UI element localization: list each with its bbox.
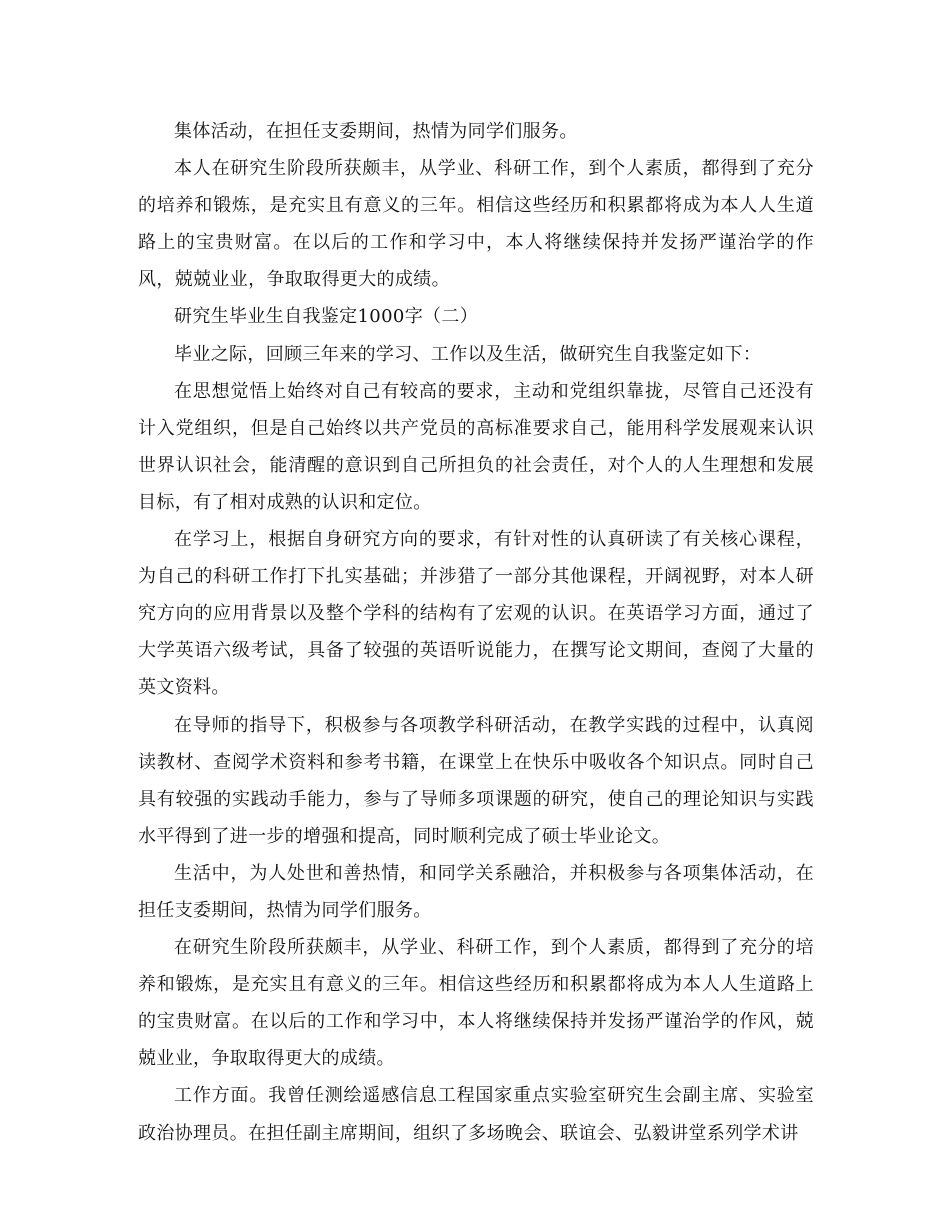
paragraph-research: 在导师的指导下，积极参与各项教学科研活动，在教学实践的过程中，认真阅读教材、查阅学术资料和参考书籍，在课堂上在快乐中吸收各个知识点。同时自己具有较强的实践动手能力，参与了导师多项课题的研究，使自己的理论知识与实践水平得到了进一步的增强和提高，同时顺利完成了硕士毕业论文。 (138, 714, 814, 847)
paragraph-summary: 本人在研究生阶段所获颇丰，从学业、科研工作，到个人素质，都得到了充分的培养和锻炼，是充实且有意义的三年。相信这些经历和积累都将成为本人人生道路上的宝贵财富。在以后的工作和学习中，本人将继续保持并发扬严谨治学的作风，兢兢业业，争取取得更大的成绩。 (138, 158, 814, 291)
paragraph-work: 工作方面。我曾任测绘遥感信息工程国家重点实验室研究生会副主席、实验室政治协理员。在担任副主席期间，组织了多场晚会、联谊会、弘毅讲堂系列学术讲 (138, 1085, 814, 1144)
paragraph-ideology: 在思想觉悟上始终对自己有较高的要求，主动和党组织靠拢，尽管自己还没有计入党组织，但是自己始终以共产党员的高标准要求自己，能用科学发展观来认识世界认识社会，能清醒的意识到自己所担负的社会责任，对个人的人生理想和发展目标，有了相对成熟的认识和定位。 (138, 380, 814, 513)
section-heading: 研究生毕业生自我鉴定1000字（二） (174, 306, 479, 328)
paragraph-study: 在学习上，根据自身研究方向的要求，有针对性的认真研读了有关核心课程，为自己的科研工作打下扎实基础；并涉猎了一部分其他课程，开阔视野，对本人研究方向的应用背景以及整个学科的结构有了宏观的认识。在英语学习方面，通过了大学英语六级考试，具备了较强的英语听说能力，在撰写论文期间，查阅了大量的英文资料。 (138, 529, 814, 699)
paragraph-continuation: 集体活动，在担任支委期间，热情为同学们服务。 (174, 121, 578, 142)
document-body (138, 113, 814, 1152)
paragraph-intro: 毕业之际，回顾三年来的学习、工作以及生活，做研究生自我鉴定如下： (174, 343, 762, 365)
paragraph-conclusion: 在研究生阶段所获颇丰，从学业、科研工作，到个人素质，都得到了充分的培养和锻炼，是充实且有意义的三年。相信这些经历和积累都将成为本人人生道路上的宝贵财富。在以后的工作和学习中，本人将继续保持并发扬严谨治学的作风，兢兢业业，争取取得更大的成绩。 (138, 937, 814, 1070)
paragraph-life: 生活中，为人处世和善热情，和同学关系融洽，并积极参与各项集体活动，在担任支委期间，热情为同学们服务。 (138, 862, 814, 921)
